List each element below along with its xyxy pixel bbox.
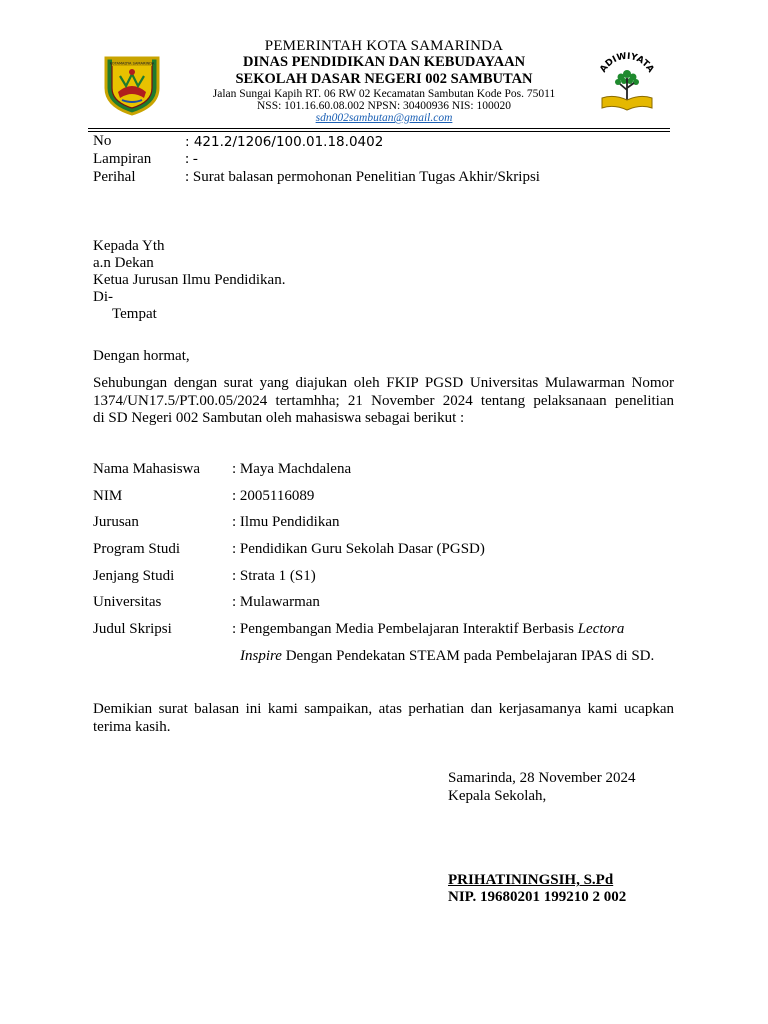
closing-line-2: terima kasih. [93,718,171,735]
letterhead-ids: NSS: 101.16.60.08.002 NPSN: 30400936 NIS: 100020 [257,100,511,112]
signature-position: Kepala Sekolah, [448,788,547,804]
attachment-value: : - [185,151,198,167]
recipient-line-3: Ketua Jurusan Ilmu Pendidikan. [93,272,286,288]
letterhead-email-link[interactable]: sdn002sambutan@gmail.com [315,112,453,124]
student-nim-label: NIM [93,488,123,504]
thesis-title-line-1 [232,621,624,638]
subject-value: : Surat balasan permohonan Penelitian Tugas Akhir/Skripsi [185,169,540,185]
thesis-title-line-2 [240,648,654,665]
thesis-title-italic-1: Lectora [577,621,625,637]
letterhead-divider [88,128,670,129]
svg-text:ADIWIYATA: ADIWIYATA [598,51,656,75]
recipient-line-4: Di- [93,289,113,305]
student-department-value: : Ilmu Pendidikan [232,514,340,530]
student-university-value: : Mulawarman [232,594,320,610]
letter-number-label: No [93,133,112,149]
intro-line-3: di SD Negeri 002 Sambutan oleh mahasiswa sebagai berikut : [93,410,465,426]
student-level-label: Jenjang Studi [93,568,175,584]
student-program-label: Program Studi [93,541,181,557]
intro-line-1: Sehubungan dengan surat yang diajukan oleh FKIP PGSD Universitas Mulawarman Nomor [93,375,674,391]
intro-line-2: 1374/UN17.5/PT.00.05/2024 tertamhha; 21 November 2024 tentang pelaksanaan penelitian [93,392,674,409]
signature-place-date: Samarinda, 28 November 2024 [448,770,636,786]
student-nim-value: : 2005116089 [232,488,315,504]
thesis-title-text-2: Dengan Pendekatan STEAM pada Pembelajaran IPAS di SD. [281,648,655,664]
student-department-label: Jurusan [93,514,139,530]
thesis-title-italic-2: Inspire [240,648,282,664]
signatory-name: PRIHATININGSIH, S.Pd [448,872,614,888]
subject-label: Perihal [93,169,136,185]
student-program-value: : Pendidikan Guru Sekolah Dasar (PGSD) [232,541,485,557]
closing-line-1: Demikian surat balasan ini kami sampaikan, atas perhatian dan kerjasamanya kami ucapkan [93,701,674,717]
student-level-value: : Strata 1 (S1) [232,568,316,584]
thesis-title-text-1: : Pengembangan Media Pembelajaran Interaktif Berbasis [232,621,578,637]
greeting: Dengan hormat, [93,348,190,364]
closing-paragraph [93,701,674,736]
attachment-label: Lampiran [93,151,152,167]
student-name-value: : Maya Machdalena [232,461,352,477]
svg-text:KOTAMADYA SAMARINDA: KOTAMADYA SAMARINDA [109,61,155,66]
intro-paragraph [93,375,674,428]
student-university-label: Universitas [93,594,162,610]
letterhead-address: Jalan Sungai Kapih RT. 06 RW 02 Kecamatan Sambutan Kode Pos. 75011 [212,88,556,100]
letterhead-school-name: SEKOLAH DASAR NEGERI 002 SAMBUTAN [235,71,533,87]
letterhead-government: PEMERINTAH KOTA SAMARINDA [264,38,504,54]
letterhead-department: DINAS PENDIDIKAN DAN KEBUDAYAAN [242,54,526,70]
letter-number-value: : 421.2/1206/100.01.18.0402 [185,134,384,150]
letterhead-divider-thin [88,131,670,132]
recipient-line-2: a.n Dekan [93,255,154,271]
student-name-label: Nama Mahasiswa [93,461,201,477]
thesis-title-label: Judul Skripsi [93,621,172,637]
signatory-nip: NIP. 19680201 199210 2 002 [448,889,627,905]
recipient-line-1: Kepada Yth [93,238,165,254]
recipient-line-5: Tempat [112,306,157,322]
